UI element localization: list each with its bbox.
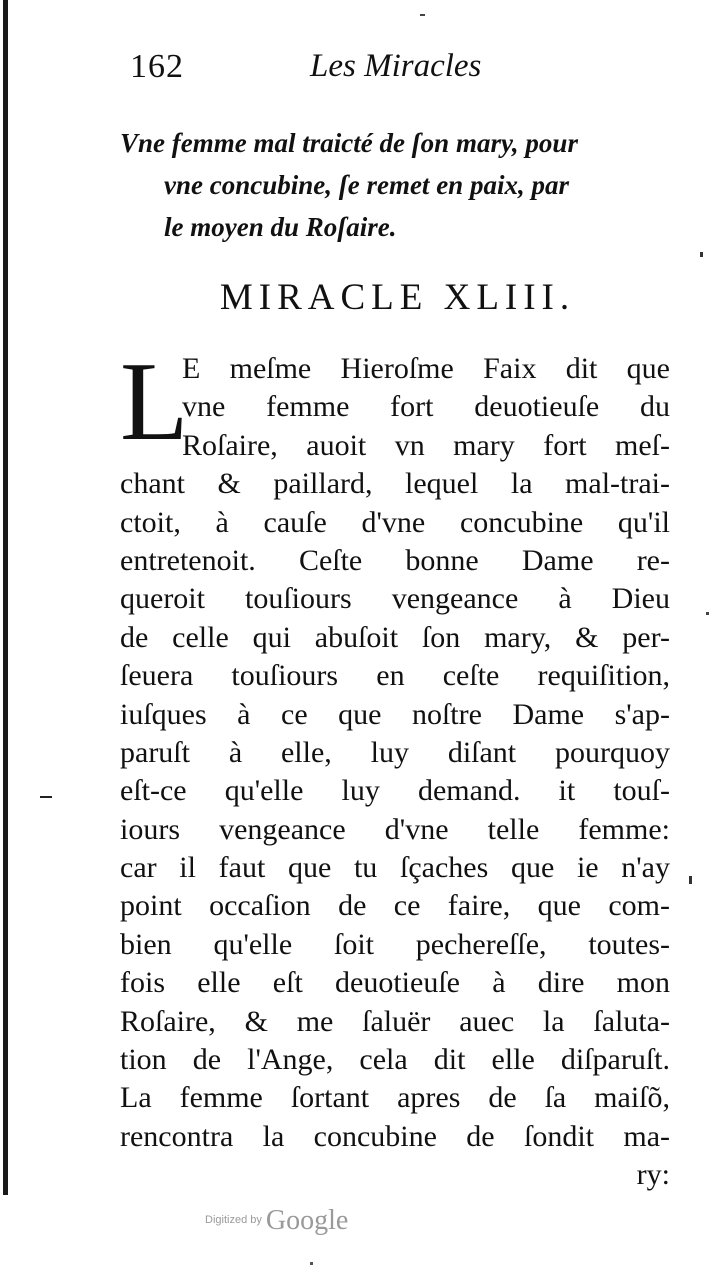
digitized-by-google-watermark xyxy=(205,1205,348,1237)
running-title: Les Miracles xyxy=(310,48,482,84)
body-line: ctoit, à cauſe d'vne concubine qu'il xyxy=(120,505,670,539)
body-line: La femme ſortant apres de ſa maiſõ, xyxy=(120,1081,670,1115)
body-line: E meſme Hieroſme Faix dit que xyxy=(182,352,670,385)
body-line: Roſaire, & me ſaluër auec la ſaluta- xyxy=(120,1004,670,1038)
drop-cap: L xyxy=(120,340,189,464)
body-line: ſeuera touſiours en ceſte requiſition, xyxy=(120,659,670,693)
body-line: rencontra la concubine de ſondit ma- xyxy=(120,1119,670,1153)
body-line: de celle qui abuſoit ſon mary, & per- xyxy=(120,620,670,654)
body-line: car il faut que tu ſçaches que ie n'ay xyxy=(120,851,670,885)
body-line: vne femme fort deuotieuſe du xyxy=(182,390,670,424)
running-head xyxy=(120,42,680,102)
body-line: Roſaire, auoit vn mary fort meſ- xyxy=(182,428,670,462)
summary-line: Vne femme mal traicté de ſon mary, pour xyxy=(120,128,578,158)
body-line: queroit touſiours vengeance à Dieu xyxy=(120,582,670,616)
body-line: eſt-ce qu'elle luy demand. it touſ- xyxy=(120,774,670,808)
page-edge-border xyxy=(3,0,8,1195)
body-line: paruſt à elle, luy diſant pourquoy xyxy=(120,735,670,769)
google-logo: Google xyxy=(265,1205,349,1236)
chapter-summary xyxy=(120,122,675,248)
miracle-heading: MIRACLE XLIII. xyxy=(219,277,576,318)
digitized-by-label: Digitized by xyxy=(205,1214,262,1226)
body-text xyxy=(120,340,670,1195)
catchword: ry: xyxy=(636,1158,670,1192)
summary-line: vne concubine, ſe remet en paix, par xyxy=(164,170,569,200)
page-number: 162 xyxy=(130,48,184,85)
body-line: chant & paillard, lequel la mal-trai- xyxy=(120,467,670,501)
body-line: iuſques à ce que noſtre Dame s'ap- xyxy=(120,697,670,731)
summary-line: le moyen du Roſaire. xyxy=(164,212,397,242)
body-line: fois elle eſt deuotieuſe à dire mon xyxy=(120,966,670,1000)
body-line: bien qu'elle ſoit pechereſſe, toutes- xyxy=(120,927,670,961)
body-line: point occaſion de ce faire, que com- xyxy=(120,889,670,923)
body-line: tion de l'Ange, cela dit elle diſparuſt. xyxy=(120,1043,670,1077)
body-line: iours vengeance d'vne telle femme: xyxy=(120,812,670,846)
body-line: entretenoit. Ceſte bonne Dame re- xyxy=(120,543,670,577)
